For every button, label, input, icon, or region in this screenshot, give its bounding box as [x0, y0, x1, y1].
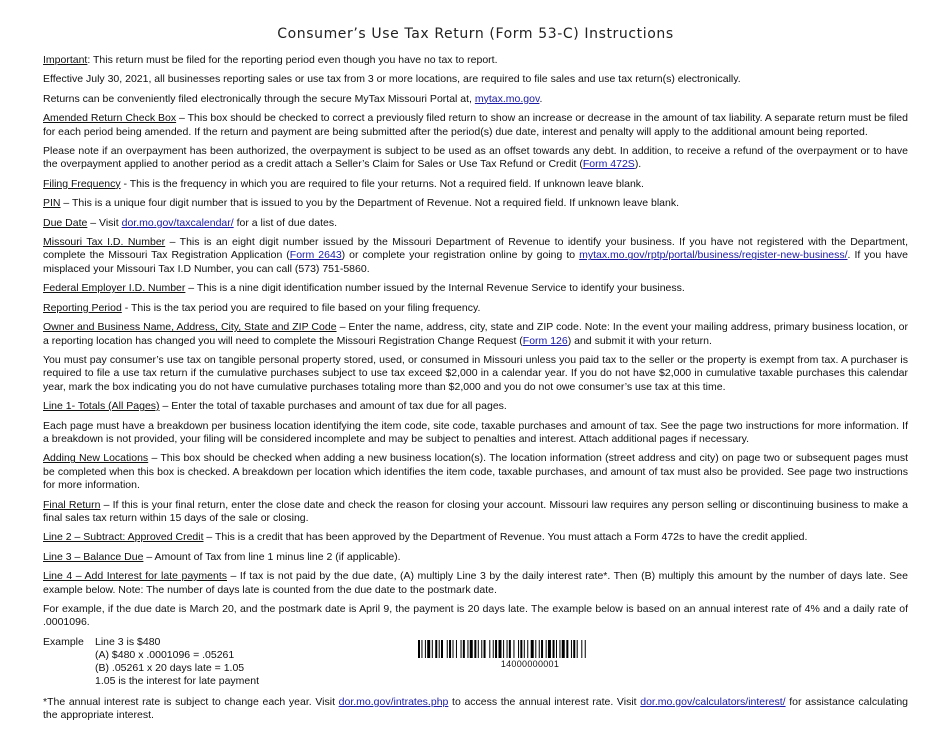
example-block [43, 636, 908, 690]
mytax-text: Returns can be conveniently filed electronically through the secure MyTax Missouri Portal at, [43, 92, 475, 105]
line4-label: Line 4 – Add Interest for late payments [43, 570, 228, 583]
mo-tax-id-text-1: – This is an eight digit number issued by the Missouri Department of Revenue to identify your business. If you have not registered with the Department, complete the Missouri Tax Registration Application ( [43, 236, 908, 262]
overpayment-end: ). [634, 158, 642, 171]
mo-tax-id-section [43, 236, 908, 276]
important-note [43, 54, 908, 67]
reporting-period-label: Reporting Period [43, 301, 122, 314]
due-date-end: for a list of due dates. [233, 216, 337, 229]
form-472s-link[interactable]: Form 472S [582, 158, 635, 171]
owner-end: ) and submit it with your return. [567, 334, 712, 347]
line1-section [43, 400, 908, 413]
footnote-text-2: to access the annual interest rate. Visit [448, 695, 641, 708]
line3-section [43, 551, 908, 564]
mo-tax-id-text-3: . If you have misplaced your Missouri Tax I.D Number, you can call (573) 751-5860. [43, 249, 909, 275]
effective-note: Effective July 30, 2021, all businesses reporting sales or use tax from 3 or more locations, are required to file sales and use tax return(s) electronically. [43, 73, 741, 86]
mo-tax-id-label: Missouri Tax I.D. Number [43, 236, 166, 249]
register-business-link[interactable]: mytax.mo.gov/rptp/portal/business/register-new-business/ [579, 249, 848, 262]
example-line-3: (B) .05261 x 20 days late = 1.05 [95, 662, 245, 675]
pin-section [43, 197, 908, 210]
fein-label: Federal Employer I.D. Number [43, 282, 186, 295]
example-line-2: (A) $480 x .0001096 = .05261 [95, 649, 235, 662]
owner-section [43, 321, 908, 348]
due-date-label: Due Date [43, 216, 88, 229]
important-text: : This return must be filed for the reporting period even though you have no tax to report. [87, 54, 498, 66]
overpayment-section [43, 145, 908, 172]
example-label: Example [43, 635, 84, 648]
tax-calendar-link[interactable]: dor.mo.gov/taxcalendar/ [121, 216, 234, 229]
final-return-section [43, 499, 908, 526]
line3-label: Line 3 – Balance Due [43, 550, 144, 563]
example-line-1: Line 3 is $480 [95, 635, 161, 648]
footnote-text-1: *The annual interest rate is subject to change each year. Visit [43, 695, 339, 708]
interest-footnote [43, 696, 908, 723]
footnote-text-3: for assistance calculating the appropriate interest. [43, 695, 909, 722]
barcode-number: 14000000001 [500, 658, 560, 669]
important-label: Important [43, 54, 88, 66]
due-date-section [43, 217, 908, 230]
must-pay-section: You must pay consumer’s use tax on tangible personal property stored, used, or consumed in Missouri unless you paid tax to the seller or the property is exempt from tax. A purchaser is required to file a use tax return if the cumulative purchases subject to use tax exceed $2,000 in a calendar year. If you do not have $2,000 in cumulative taxable purchases this calendar year, mark the box indicating you do not have cumulative purchases totaling more than $2,000 and you do not owe consumer’s use tax at this time. [43, 353, 908, 393]
line2-text: – This is a credit that has been approved by the Department of Revenue. You must attach a Form 472s to have the credit applied. [203, 531, 808, 544]
interest-calculator-link[interactable]: dor.mo.gov/calculators/interest/ [640, 695, 786, 708]
barcode [418, 640, 642, 669]
final-return-label: Final Return [43, 498, 101, 511]
line4-section [43, 570, 908, 597]
line1-label: Line 1- Totals (All Pages) [43, 400, 160, 413]
form-2643-link[interactable]: Form 2643 [289, 249, 342, 262]
barcode-image [418, 640, 642, 658]
example-line-4: 1.05 is the interest for late payment [95, 675, 260, 688]
fein-text: – This is a nine digit identification number issued by the Internal Revenue Service to identify your business. [185, 282, 685, 295]
amended-section [43, 112, 908, 139]
page-title: Consumer’s Use Tax Return (Form 53-C) Instructions [277, 26, 674, 42]
instructions-page [43, 26, 908, 729]
line2-label: Line 2 – Subtract: Approved Credit [43, 531, 204, 544]
line3-text: – Amount of Tax from line 1 minus line 2 (if applicable). [143, 550, 401, 563]
mytax-link[interactable]: mytax.mo.gov [474, 92, 540, 105]
amended-text: – This box should be checked to correct a previously filed return to show an increase or decrease in the amount of tax liability. A separate return must be filed for each period being amended. If the return and payment are being submitted after the period(s) due date, interest and penalty will apply to the additional amount being reported. [43, 112, 908, 138]
example-lines [95, 636, 259, 690]
final-return-text: – If this is your final return, enter the close date and check the reason for closing your account. Missouri law requires any person selling or discontinuing business to make a final sales tax return within 15 days of the sale or closing. [43, 498, 908, 524]
intrates-link[interactable]: dor.mo.gov/intrates.php [338, 695, 449, 708]
mo-tax-id-text-2: ) or complete your registration online by going to [341, 249, 580, 262]
reporting-period-section [43, 302, 908, 315]
line2-section [43, 531, 908, 544]
line1-text: – Enter the total of taxable purchases and amount of tax due for all pages. [159, 400, 507, 413]
filing-frequency-label: Filing Frequency [43, 177, 121, 190]
fein-section [43, 282, 908, 295]
adding-locations-label: Adding New Locations [43, 452, 149, 465]
line4-text: – If tax is not paid by the due date, (A) multiply Line 3 by the daily interest rate*. Then (B) multiply this amount by the number of days late. See example below. Note: The number of days late is counted from the due date to the postmark date. [43, 570, 908, 596]
adding-locations-section [43, 452, 908, 492]
reporting-period-text: - This is the tax period you are required to file based on your filing frequency. [121, 301, 481, 314]
overpayment-text: Please note if an overpayment has been authorized, the overpayment is subject to be used as an offset towards any debt. In addition, to receive a refund of the overpayment or to have the overpayment applied to another period as a credit attach a Seller’s Claim for Sales or Use Tax Refund or Credit ( [43, 145, 908, 171]
pin-label: PIN [43, 197, 61, 210]
amended-label: Amended Return Check Box [43, 112, 177, 125]
pin-text: – This is a unique four digit number that is issued to you by the Department of Revenue. Not a required field. If unknown leave blank. [60, 197, 680, 210]
for-example-section: For example, if the due date is March 20, and the postmark date is April 9, the payment is 20 days late. The example below is based on an annual interest rate of 4% and a daily rate of .0001096. [43, 603, 908, 629]
due-date-text: – Visit [87, 216, 122, 229]
adding-locations-text: – This box should be checked when adding a new business location(s). The location information (street address and city) on page two or subsequent pages must be completed when this box is checked. A breakdown per location which identifies the item code, taxable purchases, and amount of tax must also be provided. See page two instructions for more information. [43, 452, 908, 492]
mytax-note [43, 93, 908, 106]
filing-frequency-text: - This is the frequency in which you are required to file your returns. Not a required field. If unknown leave blank. [120, 177, 644, 190]
owner-text: – Enter the name, address, city, state and ZIP code. Note: In the event your mailing address, primary business location, or a reporting location has changed you will need to complete the Missouri Registration Change Request ( [43, 321, 908, 347]
filing-frequency-section [43, 178, 908, 191]
form-126-link[interactable]: Form 126 [522, 334, 568, 347]
mytax-end: . [539, 92, 543, 105]
owner-label: Owner and Business Name, Address, City, State and ZIP Code [43, 321, 337, 334]
each-page-section: Each page must have a breakdown per business location identifying the item code, site code, taxable purchases and amount of tax. See the page two instructions for more information. If a breakdown is not provided, your filing will be considered incomplete and may be subject to penalties and interest. Attach additional pages if necessary. [43, 419, 908, 445]
